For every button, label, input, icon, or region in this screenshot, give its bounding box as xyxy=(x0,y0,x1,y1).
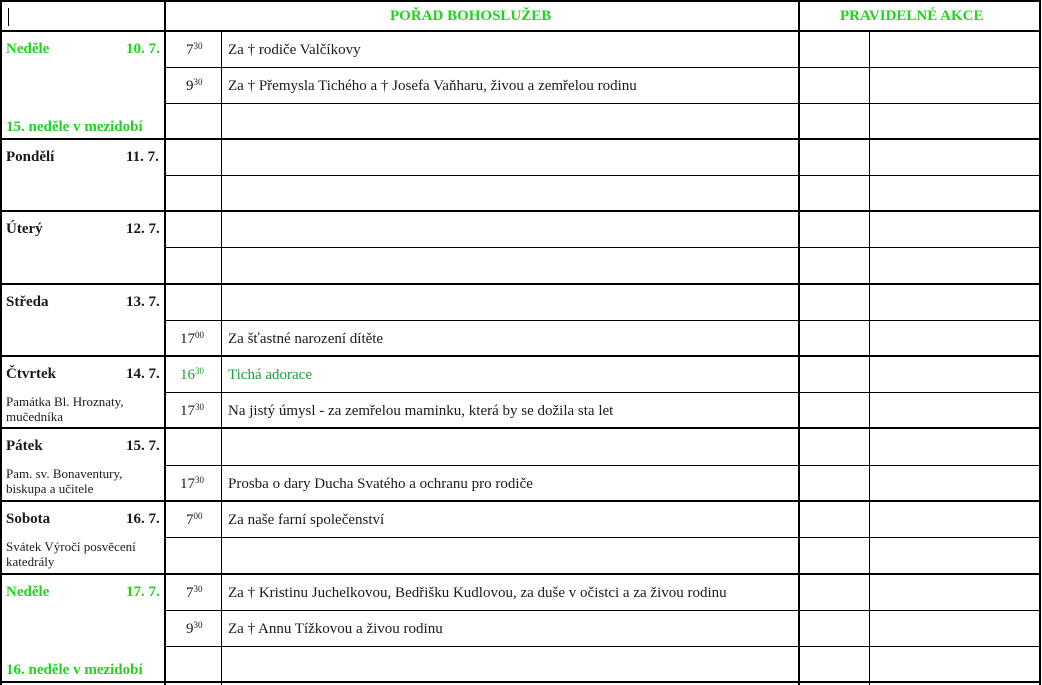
services-header: POŘAD BOHOSLUŽEB xyxy=(390,8,552,24)
service-time xyxy=(186,77,203,95)
service-time xyxy=(186,511,203,529)
day-divider xyxy=(0,681,1041,683)
service-minute: 30 xyxy=(195,475,204,485)
service-hour: 16 xyxy=(180,367,195,383)
service-minute: 30 xyxy=(195,402,204,412)
day-date: 12. 7. xyxy=(126,221,160,237)
day-name: Pátek xyxy=(6,438,43,454)
day-divider xyxy=(0,355,1041,357)
service-minute: 00 xyxy=(193,511,203,521)
day-subtitle: 16. neděle v mezidobí xyxy=(6,662,143,678)
day-subtitle: Pam. sv. Bonaventury, biskupa a učitele xyxy=(6,466,123,496)
service-minute: 30 xyxy=(193,41,203,51)
day-name: Čtvrtek xyxy=(6,366,56,382)
row-divider xyxy=(164,465,1041,466)
service-time xyxy=(186,41,203,59)
day-name: Středa xyxy=(6,294,49,310)
border-top xyxy=(0,0,1041,2)
header-divider xyxy=(0,30,1041,32)
day-name: Neděle xyxy=(6,41,50,57)
service-time xyxy=(180,366,204,384)
service-minute: 30 xyxy=(193,77,203,87)
day-date: 15. 7. xyxy=(126,438,160,454)
row-divider xyxy=(164,247,1041,248)
service-time xyxy=(180,330,204,348)
service-intention: Na jistý úmysl - za zemřelou maminku, která by se dožila sta let xyxy=(228,403,614,419)
day-divider xyxy=(0,573,1041,575)
service-intention: Prosba o dary Ducha Svatého a ochranu pro rodiče xyxy=(228,476,533,492)
service-time xyxy=(180,475,204,493)
service-hour: 17 xyxy=(180,476,195,492)
day-date: 11. 7. xyxy=(126,149,159,165)
service-time xyxy=(180,402,204,420)
service-intention: Za † Annu Tížkovou a živou rodinu xyxy=(228,621,443,637)
border-left xyxy=(0,0,2,685)
day-divider xyxy=(0,283,1041,285)
day-divider xyxy=(0,138,1041,140)
day-date: 16. 7. xyxy=(126,511,160,527)
day-subtitle: Památka Bl. Hroznaty, mučedníka xyxy=(6,394,124,424)
row-divider xyxy=(164,537,1041,538)
service-minute: 00 xyxy=(195,330,204,340)
day-date: 17. 7. xyxy=(126,584,160,600)
service-minute: 30 xyxy=(195,366,204,376)
day-subtitle: 15. neděle v mezidobí xyxy=(6,119,143,135)
row-divider xyxy=(164,392,1041,393)
day-date: 14. 7. xyxy=(126,366,160,382)
events-header: PRAVIDELNÉ AKCE xyxy=(840,8,984,24)
service-minute: 30 xyxy=(193,584,203,594)
row-divider xyxy=(164,175,1041,176)
day-date: 13. 7. xyxy=(126,294,160,310)
row-divider xyxy=(164,67,1041,68)
service-intention: Za šťastné narození dítěte xyxy=(228,331,384,347)
service-intention: Za † rodiče Valčíkovy xyxy=(228,42,361,58)
time-column-divider xyxy=(221,31,222,685)
service-time xyxy=(186,584,203,602)
service-time xyxy=(186,620,203,638)
row-divider xyxy=(164,646,1041,647)
service-hour: 7 xyxy=(186,585,194,601)
day-divider xyxy=(0,500,1041,502)
service-minute: 30 xyxy=(193,620,203,630)
day-name: Pondělí xyxy=(6,149,55,165)
service-intention: Za † Přemysla Tichého a † Josefa Vaňharu, živou a zemřelou rodinu xyxy=(228,78,637,94)
service-hour: 9 xyxy=(186,621,194,637)
service-hour: 7 xyxy=(186,512,194,528)
row-divider xyxy=(164,610,1041,611)
service-hour: 7 xyxy=(186,42,194,58)
day-divider xyxy=(0,427,1041,429)
service-hour: 9 xyxy=(186,78,194,94)
day-subtitle: Svátek Výročí posvěcení katedrály xyxy=(6,539,136,569)
day-divider xyxy=(0,210,1041,212)
service-hour: 17 xyxy=(180,331,195,347)
day-column-divider xyxy=(164,0,166,685)
service-intention: Za † Kristinu Juchelkovou, Bedřišku Kudlovou, za duše v očistci a za živou rodinu xyxy=(228,585,727,601)
service-intention: Za naše farní společenství xyxy=(228,512,385,528)
day-name: Neděle xyxy=(6,584,50,600)
service-hour: 17 xyxy=(180,403,195,419)
day-date: 10. 7. xyxy=(126,41,160,57)
row-divider xyxy=(164,103,1041,104)
events-column-divider xyxy=(798,0,800,685)
text-cursor xyxy=(8,8,9,26)
row-divider xyxy=(164,320,1041,321)
day-name: Úterý xyxy=(6,221,43,237)
day-name: Sobota xyxy=(6,511,51,527)
events-subcolumn-divider xyxy=(869,31,870,685)
border-right xyxy=(1039,0,1041,685)
service-intention: Tichá adorace xyxy=(228,367,312,383)
